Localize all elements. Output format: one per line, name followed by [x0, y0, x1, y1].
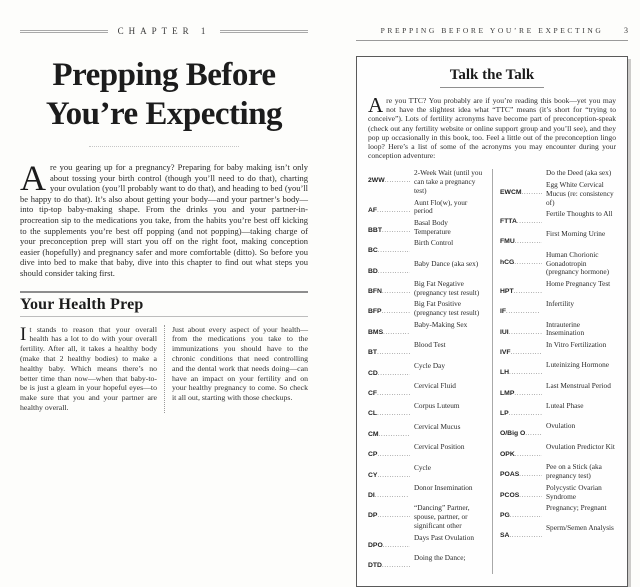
- leader-dots: [519, 463, 542, 481]
- leader-dots: [506, 300, 542, 318]
- glossary-definition: Aunt Flo(w), your period: [414, 197, 468, 216]
- glossary-term: AF: [368, 206, 378, 214]
- leader-dots: [378, 239, 410, 257]
- leader-dots: [519, 484, 542, 502]
- drop-cap: A: [20, 158, 46, 198]
- glossary-entry: [500, 230, 616, 248]
- glossary-entry: [500, 524, 616, 542]
- glossary-definition: Last Menstrual Period: [546, 380, 611, 390]
- running-head: [356, 26, 628, 38]
- chapter-title-line2: You’re Expecting: [45, 96, 283, 132]
- leader-dots: [525, 422, 542, 440]
- column-right: Just about every aspect of your health—from the medications you take to the immunizations you should have to the chronic conditions that need controlling and the dental work that needs doing—can have an impact on your fertility and on your healthy pregnancy to come. So check it all out, starting with those checkups.: [164, 325, 308, 413]
- glossary-entry: [500, 382, 616, 400]
- leader-dots: [382, 300, 410, 318]
- ornament-rule: [89, 146, 239, 147]
- glossary-entry: [500, 300, 616, 318]
- leader-dots: [509, 321, 542, 339]
- glossary-term: BC: [368, 247, 378, 255]
- glossary-term: SA: [500, 532, 510, 540]
- leader-dots: [522, 181, 542, 199]
- glossary-definition: Fertile Thoughts to All: [546, 208, 613, 218]
- glossary-definition: Polycystic Ovarian Syndrome: [546, 482, 602, 501]
- glossary-term: DI: [368, 492, 375, 499]
- glossary-definition: In Vitro Fertilization: [546, 339, 607, 349]
- glossary-definition: Baby Dance (aka sex): [414, 258, 479, 268]
- glossary-definition: Cervical Mucus: [414, 421, 461, 431]
- glossary-term: BBT: [368, 226, 382, 234]
- glossary-definition: Days Past Ovulation: [414, 532, 474, 542]
- glossary-entry: [500, 341, 616, 359]
- drop-cap: I: [20, 323, 27, 345]
- glossary-definition: Cervical Fluid: [414, 381, 456, 391]
- glossary-term: BMS: [368, 328, 384, 336]
- glossary-entry: [500, 463, 616, 481]
- glossary-entry: [368, 362, 486, 380]
- glossary-term: FMU: [500, 238, 515, 246]
- leader-dots: [509, 524, 542, 542]
- drop-cap: A: [368, 93, 384, 117]
- glossary-entry: [500, 443, 616, 461]
- column-left: [20, 325, 164, 413]
- leader-dots: [378, 362, 410, 380]
- glossary-definition: Sperm/Semen Analysis: [546, 523, 614, 533]
- glossary-term: IVF: [500, 348, 511, 356]
- glossary-term: hCG: [500, 258, 515, 266]
- leader-dots: [378, 260, 410, 278]
- chapter-rule-left: [20, 30, 108, 33]
- glossary-term: CY: [368, 471, 378, 479]
- glossary-definition: Home Pregnancy Test: [546, 278, 611, 288]
- glossary-definition: “Dancing” Partner, spouse, partner, or significant other: [414, 503, 470, 531]
- glossary-entry: [368, 382, 486, 400]
- leader-dots: [385, 169, 410, 187]
- glossary-entry: [500, 251, 616, 278]
- glossary-entry: [368, 169, 486, 196]
- glossary-term: BFN: [368, 288, 382, 296]
- talk-the-talk-box: [356, 56, 628, 587]
- leader-dots: [382, 280, 410, 298]
- glossary-entry: [368, 341, 486, 359]
- glossary-definition: Luteinizing Hormone: [546, 360, 610, 370]
- glossary-entry: [368, 280, 486, 298]
- glossary-term: FTTA: [500, 217, 517, 225]
- glossary-term: PCOS: [500, 491, 520, 499]
- glossary-term: CD: [368, 369, 378, 377]
- glossary-term: O/Big O: [500, 430, 526, 438]
- glossary-entry: [368, 504, 486, 531]
- glossary-term: OPK: [500, 450, 515, 458]
- leader-dots: [517, 210, 542, 228]
- glossary-term: HPT: [500, 287, 514, 295]
- glossary-definition: Intrauterine Insemination: [546, 319, 585, 338]
- leader-dots: [377, 199, 410, 217]
- chapter-intro: [20, 158, 308, 279]
- glossary-term: EWCM: [500, 188, 522, 196]
- glossary-definition: Birth Control: [414, 238, 454, 248]
- right-page: [356, 26, 628, 587]
- glossary-term: LP: [500, 410, 509, 418]
- leader-dots: [509, 361, 542, 379]
- glossary-entry: [368, 534, 486, 552]
- glossary: [368, 169, 616, 574]
- running-head-label: PREPPING BEFORE YOU’RE EXPECTING: [380, 26, 604, 35]
- glossary-entry: [368, 484, 486, 502]
- glossary-term: BD: [368, 267, 378, 275]
- glossary-entry: [500, 402, 616, 420]
- leader-dots: [515, 230, 542, 248]
- glossary-term: BT: [368, 349, 378, 357]
- chapter-title-line1: Prepping Before: [52, 57, 276, 93]
- leader-dots: [377, 443, 410, 461]
- glossary-definition: Pee on a Stick (aka pregnancy test): [546, 462, 602, 481]
- glossary-term: DPO: [368, 541, 383, 549]
- leader-dots: [382, 554, 410, 572]
- box-title-underline: [440, 87, 544, 88]
- glossary-definition: Corpus Luteum: [414, 401, 460, 411]
- glossary-definition: First Morning Urine: [546, 229, 606, 239]
- leader-dots: [377, 504, 410, 522]
- chapter-rule-right: [220, 30, 308, 33]
- leader-dots: [377, 382, 410, 400]
- leader-dots: [377, 341, 410, 359]
- glossary-term: LMP: [500, 389, 515, 397]
- leader-dots: [383, 321, 410, 339]
- glossary-term: CP: [368, 451, 378, 459]
- glossary-term: DP: [368, 512, 378, 520]
- glossary-term: PG: [500, 512, 510, 520]
- box-title: Talk the Talk: [449, 67, 535, 83]
- box-intro: [368, 93, 616, 161]
- glossary-term: 2WW: [368, 177, 385, 185]
- glossary-definition: Basal Body Temperature: [414, 217, 451, 236]
- glossary-term: IF: [500, 308, 507, 316]
- glossary-definition: Cervical Position: [414, 442, 465, 452]
- glossary-definition: Do the Deed (aka sex): [546, 168, 612, 178]
- glossary-term: POAS: [500, 471, 520, 479]
- left-page: [20, 26, 308, 413]
- glossary-term: BFP: [368, 308, 382, 316]
- leader-dots: [514, 382, 542, 400]
- glossary-entry: [500, 504, 616, 522]
- section-heading: Your Health Prep: [20, 295, 144, 313]
- glossary-term: CF: [368, 390, 378, 398]
- chapter-title: [20, 56, 308, 134]
- leader-dots: [511, 341, 542, 359]
- leader-dots: [379, 423, 410, 441]
- glossary-entry: [368, 260, 486, 278]
- page-number: 3: [624, 26, 628, 35]
- glossary-entry: [500, 210, 616, 228]
- glossary-definition: Egg White Cervical Mucus (re: consistency of): [546, 179, 614, 207]
- leader-dots: [509, 402, 542, 420]
- glossary-term: DTD: [368, 561, 382, 569]
- glossary-definition: Doing the Dance;: [414, 552, 466, 562]
- column-left-text: t stands to reason that your overall health has a lot to do with your overall fertility. After all, it takes a healthy body (make that 2 healthy bodies) to make a healthy baby. Which means there’s no better time than now—when that baby-to-be is just a gleam in your hopeful eyes—to make sure that you and your partner are healthy overall.: [20, 324, 157, 412]
- glossary-entry: [500, 361, 616, 379]
- glossary-entry: [368, 300, 486, 318]
- section-columns: [20, 325, 308, 413]
- glossary-definition: 2-Week Wait (until you can take a pregnancy test): [414, 168, 483, 196]
- glossary-definition: Luteal Phase: [546, 401, 584, 411]
- box-intro-text: re you TTC? You probably are if you’re reading this book—yet you may not have the slightest idea what “TTC” means (it’s short for “trying to conceive”). Lots of fertility acronyms have become part of preconception-speak (check out any fertility website or online support group and you’ll see), and they pop up occasionally in this book, too. Feel a little out of the preconception lingo loop? Here’s a list of some of the acronyms you may encounter during your conception adventure:: [368, 96, 616, 161]
- glossary-definition: Ovulation: [546, 421, 576, 431]
- glossary-term: CL: [368, 410, 378, 418]
- glossary-definition: Baby-Making Sex: [414, 319, 468, 329]
- leader-dots: [515, 443, 542, 461]
- glossary-entry: [500, 280, 616, 298]
- glossary-entry: [368, 199, 486, 217]
- glossary-definition: Cycle: [414, 462, 432, 472]
- glossary-entry: [368, 423, 486, 441]
- glossary-column-right: [492, 169, 616, 574]
- glossary-definition: Cycle Day: [414, 360, 446, 370]
- leader-dots: [514, 280, 542, 298]
- glossary-definition: Ovulation Predictor Kit: [546, 441, 615, 451]
- running-head-rule: [356, 40, 628, 41]
- chapter-intro-text: re you gearing up for a pregnancy? Preparing for baby making isn’t only about tossing your birth control (though you’ll need to do that), charting your ovulation (you’ll probably want to do that), and heading to bed (you’ll be happy to do that). It’s also about getting your body—and your partner’s body—into tip-top baby-making shape. From the drinks you and your partner-in-procreation sip to the medications you take, from the habits you’re best off kicking to the supplements you’re best off popping (and not popping)—taking charge of your preconception prep will start you off on the right foot, making conception easier (hopefully) and pregnancy safer and more comfortable (ditto). So before you dive into bed to make that baby, dive into this chapter to find out what steps you should consider taking first.: [20, 162, 308, 278]
- chapter-head: [20, 26, 308, 36]
- glossary-entry: [368, 554, 486, 572]
- glossary-entry: [368, 239, 486, 257]
- glossary-definition: Big Fat Positive (pregnancy test result): [414, 299, 480, 318]
- glossary-entry: [500, 422, 616, 440]
- glossary-definition: Pregnancy; Pregnant: [546, 503, 607, 513]
- glossary-entry: [368, 402, 486, 420]
- glossary-definition: Human Chorionic Gonadotropin (pregnancy hormone): [546, 249, 610, 277]
- glossary-entry: [368, 443, 486, 461]
- glossary-definition: Big Fat Negative (pregnancy test result): [414, 279, 480, 297]
- leader-dots: [377, 402, 410, 420]
- glossary-entry: [500, 321, 616, 339]
- glossary-entry: [500, 181, 616, 208]
- leader-dots: [510, 504, 542, 522]
- chapter-label: CHAPTER 1: [117, 26, 211, 36]
- leader-dots: [383, 534, 410, 552]
- leader-dots: [514, 251, 542, 269]
- health-prep-section: [20, 291, 308, 413]
- glossary-entry: [500, 484, 616, 502]
- glossary-entry: [368, 219, 486, 237]
- glossary-entry: [368, 464, 486, 482]
- section-rule-bottom: [20, 316, 308, 317]
- glossary-definition: Blood Test: [414, 340, 446, 350]
- glossary-term: IUI: [500, 328, 509, 336]
- glossary-column-left: [368, 169, 492, 574]
- glossary-entry: [368, 321, 486, 339]
- leader-dots: [382, 219, 410, 237]
- leader-dots: [375, 484, 410, 502]
- leader-dots: [377, 464, 410, 482]
- glossary-entry-continuation: [500, 169, 616, 178]
- glossary-term: LH: [500, 369, 510, 377]
- glossary-term: CM: [368, 430, 379, 438]
- glossary-definition: Infertility: [546, 299, 574, 309]
- glossary-definition: Donor Insemination: [414, 483, 473, 492]
